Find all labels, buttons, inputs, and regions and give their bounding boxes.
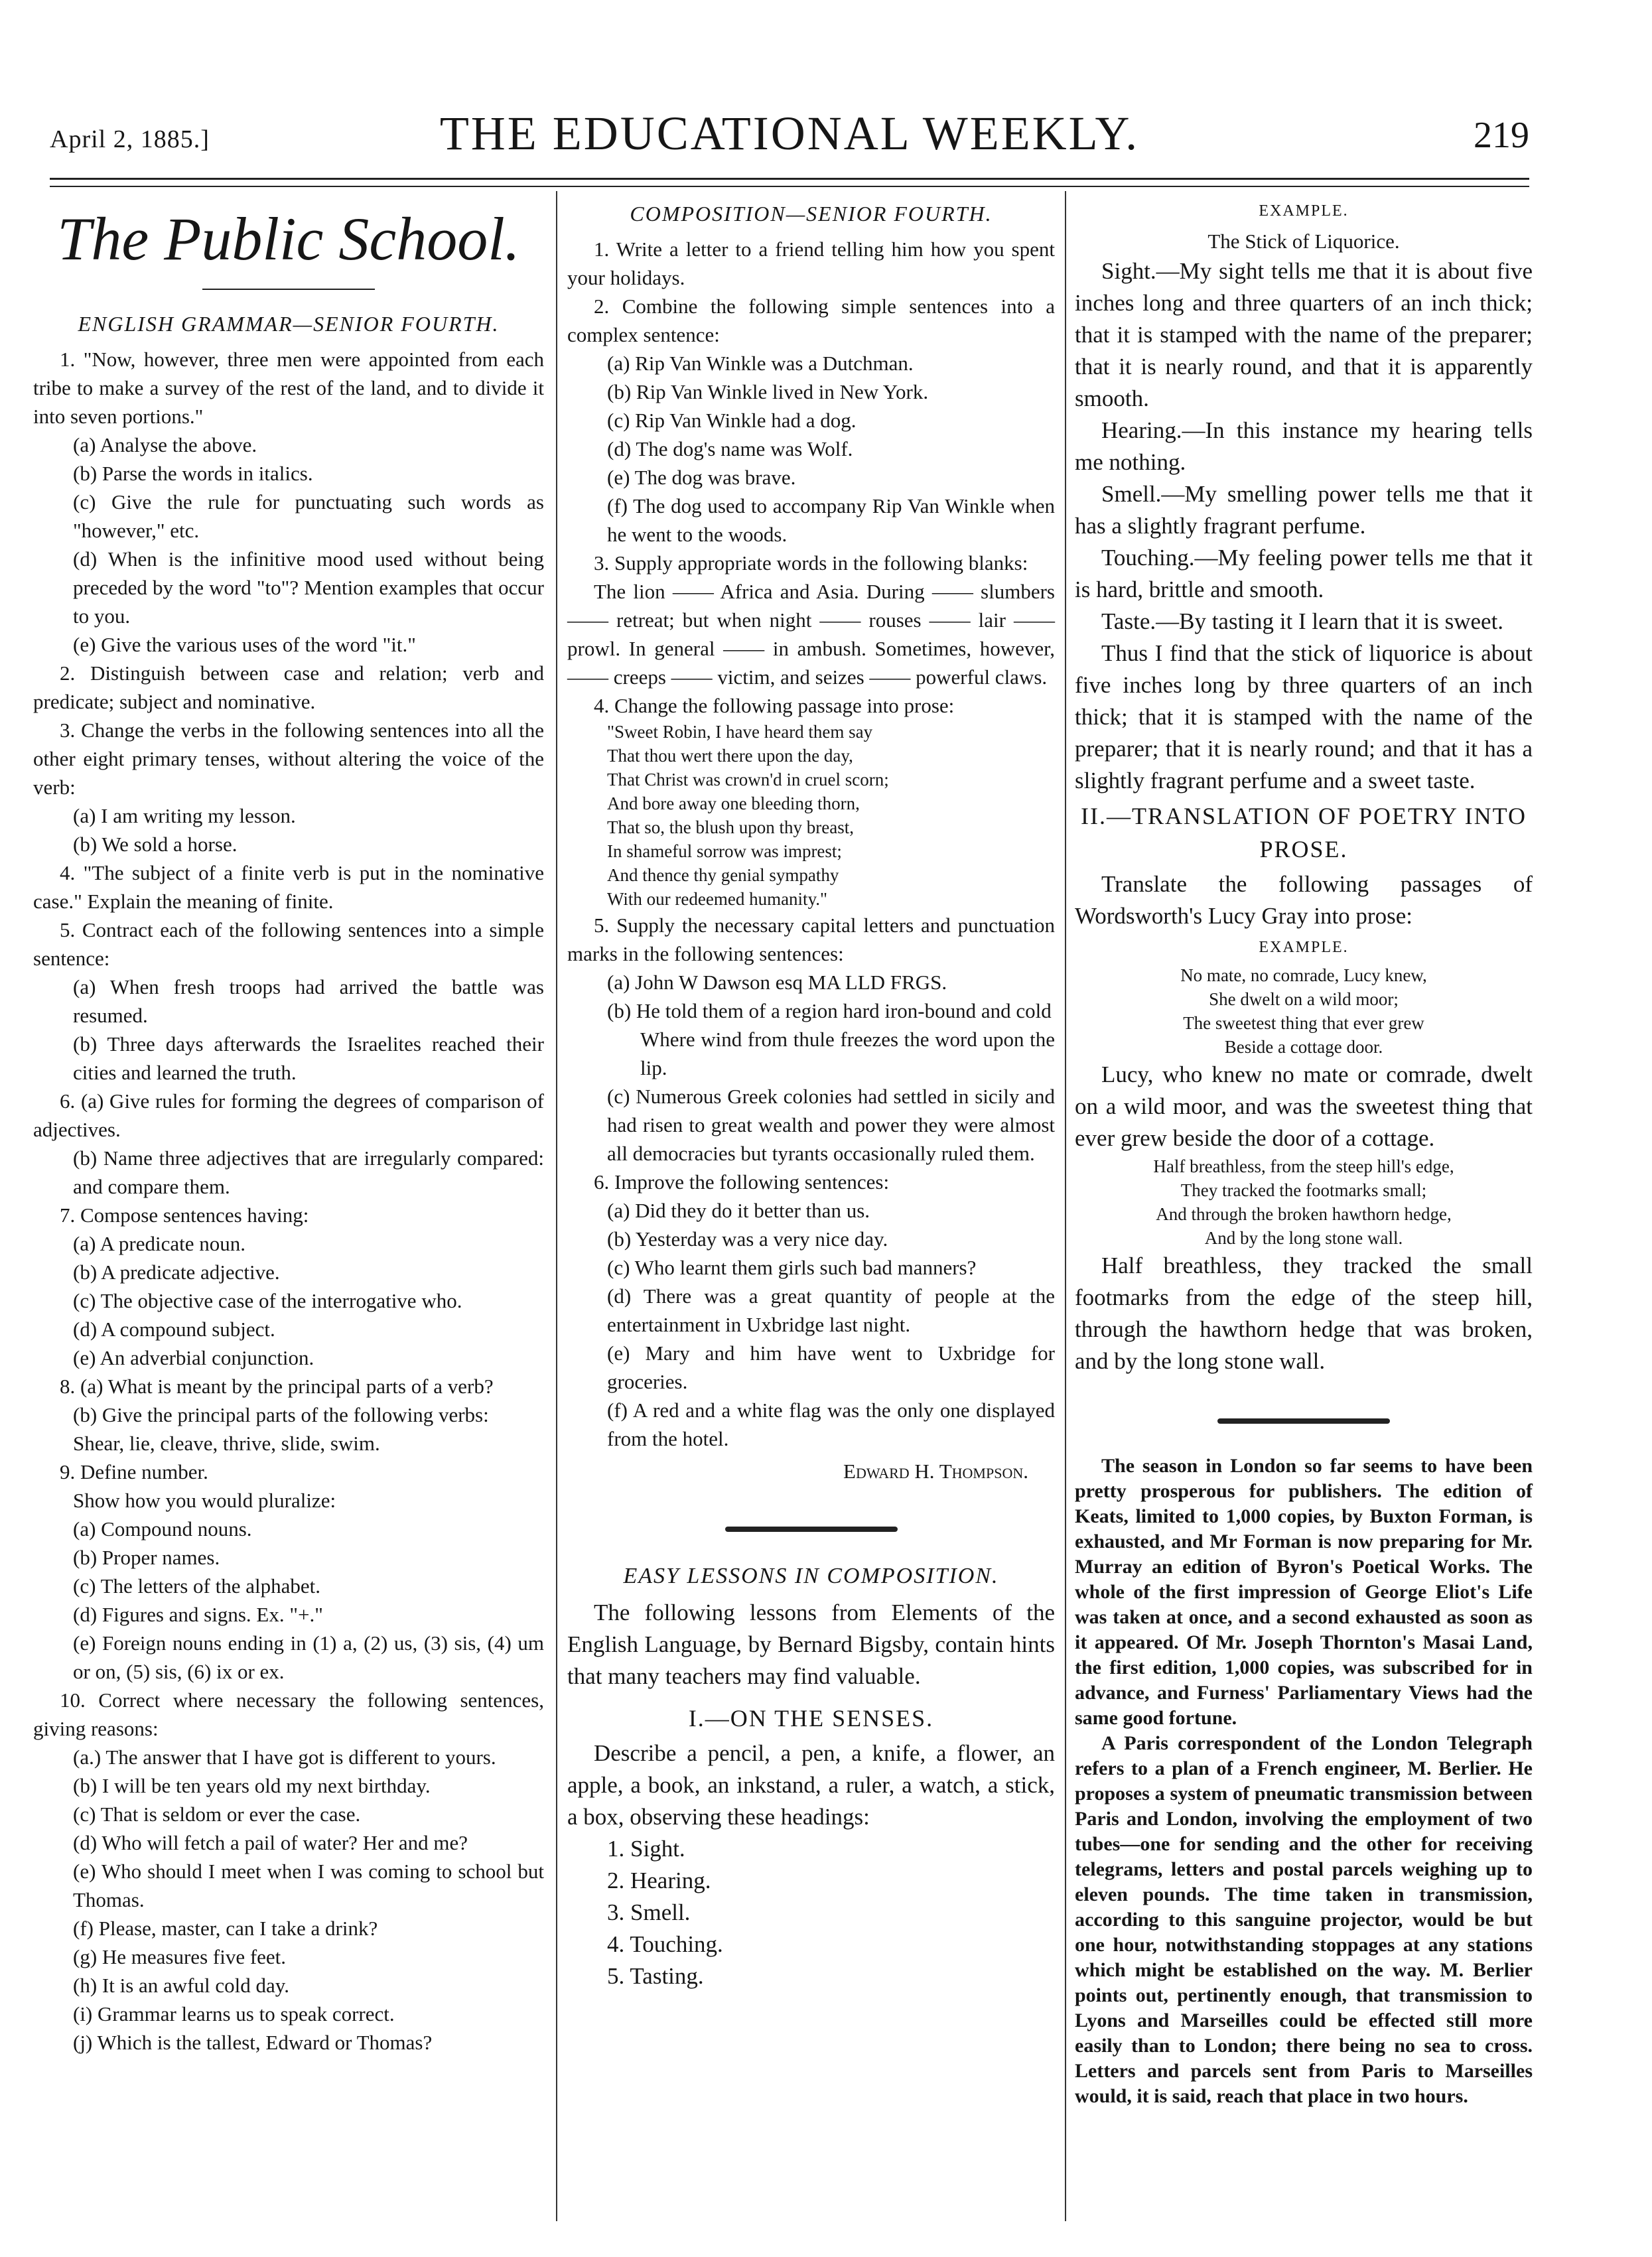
question-item: (j) Which is the tallest, Edward or Thomas? (73, 2031, 433, 2054)
senses-heading: I.—ON THE SENSES. (688, 1705, 934, 1732)
question-item: That thou wert there upon the day, (607, 746, 853, 766)
question-item: (b) We sold a horse. (73, 833, 238, 856)
question-item: (d) When is the infinitive mood used without being preceded by the word "to"? Mention examples that occur to you. (73, 547, 544, 628)
question-item: 4. Change the following passage into prose: (594, 694, 955, 717)
question-item: "Sweet Robin, I have heard them say (607, 722, 873, 742)
poem-line: And through the broken hawthorn hedge, (1156, 1204, 1452, 1224)
page-header (50, 106, 1529, 179)
question-item: (b) Yesterday was a very nice day. (607, 1227, 888, 1251)
question-item: 6. Improve the following sentences: (594, 1170, 890, 1194)
question-item: (b) I will be ten years old my next birthday. (73, 1774, 431, 1797)
question-item: (b) Three days afterwards the Israelites reached their cities and learned the truth. (73, 1032, 544, 1084)
senses-examples (1075, 255, 1533, 797)
question-item: (d) The dog's name was Wolf. (607, 437, 853, 460)
header-rule-bottom (50, 186, 1529, 187)
question-item: (c) The letters of the alphabet. (73, 1574, 320, 1598)
composition-heading: COMPOSITION—SENIOR FOURTH. (630, 202, 993, 226)
poem-line: She dwelt on a wild moor; (1209, 989, 1399, 1009)
question-item: (i) Grammar learns us to speak correct. (73, 2002, 395, 2025)
question-item: And bore away one bleeding thorn, (607, 793, 860, 813)
poem-line: Half breathless, from the steep hill's edge, (1153, 1156, 1454, 1176)
poem-line: Beside a cottage door. (1224, 1037, 1383, 1057)
question-item: (g) He measures five feet. (73, 1945, 287, 1968)
lessons-heading: EASY LESSONS IN COMPOSITION. (623, 1564, 999, 1588)
question-item: In shameful sorrow was imprest; (607, 841, 842, 861)
question-item: 3. Supply appropriate words in the following blanks: (594, 551, 1028, 575)
composition-questions (567, 235, 1055, 1453)
sense-example: Hearing.—In this instance my hearing tells me nothing. (1075, 417, 1533, 475)
question-item: (f) Please, master, can I take a drink? (73, 1917, 378, 1940)
question-item: (f) The dog used to accompany Rip Van Winkle when he went to the woods. (607, 494, 1055, 546)
section-ornament (567, 1511, 1055, 1539)
question-item: With our redeemed humanity." (607, 889, 828, 909)
question-item: (d) Who will fetch a pail of water? Her and me? (73, 1831, 468, 1854)
question-item: (d) There was a great quantity of people at the entertainment in Uxbridge last night. (607, 1284, 1055, 1336)
translation-intro: Translate the following passages of Wordsworth's Lucy Gray into prose: (1075, 871, 1533, 929)
author-signature: Edward H. Thompson. (843, 1460, 1028, 1483)
poem-stanza-1 (1075, 963, 1533, 1059)
question-item: 5. Contract each of the following sentences into a simple sentence: (33, 918, 544, 970)
question-item: (a) Analyse the above. (73, 433, 257, 456)
question-item: (c) The objective case of the interrogative who. (73, 1289, 462, 1312)
question-item: (f) A red and a white flag was the only one displayed from the hotel. (607, 1399, 1055, 1450)
prose-translation-1: Lucy, who knew no mate or comrade, dwelt on a wild moor, and was the sweetest thing that ever grew beside the door of a cottage. (1075, 1061, 1533, 1151)
question-item: (b) Proper names. (73, 1546, 220, 1569)
question-item: (c) Rip Van Winkle had a dog. (607, 409, 857, 432)
question-item: 9. Define number. (60, 1460, 208, 1483)
column-2 (567, 196, 1055, 1992)
question-item: That Christ was crown'd in cruel scorn; (607, 770, 889, 789)
question-item: 5. Supply the necessary capital letters and punctuation marks in the following sentences: (567, 914, 1055, 965)
question-item: The lion —— Africa and Asia. During —— slumbers —— retreat; but when night —— rouses —— lair —— prowl. In general —— in ambush. Sometimes, however, —— creeps —— victim, and seizes —— powerful claws. (567, 580, 1055, 689)
question-item: (c) That is seldom or ever the case. (73, 1803, 361, 1826)
senses-list-item: 3. Smell. (607, 1899, 691, 1925)
question-item: Where wind from thule freezes the word upon the lip. (640, 1028, 1055, 1079)
poem-line: The sweetest thing that ever grew (1183, 1013, 1424, 1033)
translation-heading: II.—TRANSLATION OF POETRY INTO PROSE. (1081, 803, 1527, 862)
question-item: (a) Rip Van Winkle was a Dutchman. (607, 352, 914, 375)
news-ornament (1075, 1402, 1533, 1431)
question-item: (e) The dog was brave. (607, 466, 796, 489)
question-item: (e) Who should I meet when I was coming to school but Thomas. (73, 1860, 544, 1911)
question-item: (a) Did they do it better than us. (607, 1199, 870, 1222)
senses-intro: Describe a pencil, a pen, a knife, a flower, an apple, a book, an inkstand, a ruler, a watch, a stick, a box, observing these headings: (567, 1740, 1055, 1830)
section-title: The Public School. (57, 205, 520, 273)
question-item: Show how you would pluralize: (73, 1489, 336, 1512)
sense-example: Touching.—My feeling power tells me that it is hard, brittle and smooth. (1075, 545, 1533, 602)
column-divider-1 (556, 191, 557, 2221)
question-item: (d) A compound subject. (73, 1318, 275, 1341)
sense-example: Thus I find that the stick of liquorice is about five inches long by three quarters of an inch thick; that it is stamped with the name of the preparer; that it is nearly round; and that it has a slightly fragrant perfume and a sweet taste. (1075, 640, 1533, 793)
question-item: 6. (a) Give rules for forming the degrees of comparison of adjectives. (33, 1089, 544, 1141)
question-item: (h) It is an awful cold day. (73, 1974, 289, 1997)
question-item: (c) Numerous Greek colonies had settled in sicily and had risen to great wealth and power they were almost all democracies but tyrants occasionally ruled them. (607, 1085, 1055, 1165)
question-item: (d) Figures and signs. Ex. "+." (73, 1603, 323, 1626)
question-item: 10. Correct where necessary the following sentences, giving reasons: (33, 1688, 544, 1740)
news-publishers: The season in London so far seems to have been pretty prosperous for publishers. The edition of Keats, limited to 1,000 copies, by Buxton Forman, is exhausted, and Mr Forman is now preparing for Mr. Murray an edition of Byron's Poetical Works. The whole of the first impression of George Eliot's Life was taken at once, and a second exhausted as soon as it appeared. Of Mr. Joseph Thornton's Masai Land, the first edition, 1,000 copies, was subscribed for in advance, and Furness' Parliamentary Views had the same good fortune. (1075, 1455, 1533, 1729)
senses-list (567, 1833, 1055, 1992)
question-item: 3. Change the verbs in the following sentences into all the other eight primary tenses, without altering the voice of the verb: (33, 718, 544, 799)
sense-example: Sight.—My sight tells me that it is about five inches long and three quarters of an inch thick; that it is stamped with the name of the preparer; that it is nearly round, and that it is apparently smooth. (1075, 258, 1533, 411)
lessons-intro: The following lessons from Elements of the English Language, by Bernard Bigsby, contain hints that many teachers may find valuable. (567, 1600, 1055, 1689)
question-item: (a) When fresh troops had arrived the battle was resumed. (73, 975, 544, 1027)
question-item: 2. Combine the following simple sentences into a complex sentence: (567, 295, 1055, 346)
senses-list-item: 2. Hearing. (607, 1868, 711, 1893)
sense-example: Smell.—My smelling power tells me that it has a slightly fragrant perfume. (1075, 481, 1533, 539)
senses-list-item: 1. Sight. (607, 1836, 685, 1862)
page-number: 219 (1474, 115, 1529, 156)
publication-title: THE EDUCATIONAL WEEKLY. (439, 107, 1140, 160)
question-item: That so, the blush upon thy breast, (607, 817, 854, 837)
grammar-questions (33, 345, 544, 2057)
question-item: And thence thy genial sympathy (607, 865, 839, 885)
question-item: (a) A predicate noun. (73, 1232, 245, 1255)
senses-list-item: 5. Tasting. (607, 1963, 704, 1989)
poem-line: They tracked the footmarks small; (1180, 1180, 1427, 1200)
question-item: (b) He told them of a region hard iron-bound and cold (607, 999, 1052, 1022)
news-pneumatic: A Paris correspondent of the London Telegraph refers to a plan of a French engineer, M. Berlier. He proposes a system of pneumatic transmission between Paris and London, involving the employment of two tubes—one for sending and the other for receiving telegrams, letters and postal parcels weighing up to eleven pounds. The time taken in transmission, according to this sanguine projector, would be but one hour, notwithstanding stoppages at any stations which might be established on the way. M. Berlier points out, pertinently enough, that transmission to Lyons and Marseilles could be effected still more easily than to London; there being no sea to cross. Letters and parcels sent from Paris to Marseilles would, it is said, reach that place in two hours. (1075, 1732, 1533, 2107)
question-item: 8. (a) What is meant by the principal parts of a verb? (60, 1375, 494, 1398)
example-title: The Stick of Liquorice. (1207, 230, 1400, 253)
question-item: (b) Name three adjectives that are irregularly compared: and compare them. (73, 1146, 544, 1198)
example-label: EXAMPLE. (1259, 202, 1349, 220)
question-item: 2. Distinguish between case and relation; verb and predicate; subject and nominative. (33, 661, 544, 713)
poem-line: And by the long stone wall. (1204, 1228, 1403, 1248)
question-item: 1. "Now, however, three men were appointed from each tribe to make a survey of the rest of the land, and to divide it into seven portions." (33, 348, 544, 428)
column-divider-2 (1065, 191, 1066, 2221)
poem-line: No mate, no comrade, Lucy knew, (1180, 965, 1427, 985)
grammar-heading: ENGLISH GRAMMAR—SENIOR FOURTH. (78, 312, 500, 336)
column-1 (33, 196, 544, 2057)
question-item: (e) Foreign nouns ending in (1) a, (2) us, (3) sis, (4) um or on, (5) sis, (6) ix or ex. (73, 1631, 544, 1683)
question-item: (b) Parse the words in italics. (73, 462, 313, 485)
question-item: (a) John W Dawson esq MA LLD FRGS. (607, 971, 947, 994)
issue-date: April 2, 1885.] (50, 125, 210, 153)
question-item: (e) An adverbial conjunction. (73, 1346, 314, 1369)
question-item: (a.) The answer that I have got is different to yours. (73, 1745, 496, 1769)
question-item: (b) Give the principal parts of the following verbs: (73, 1403, 489, 1426)
question-item: 1. Write a letter to a friend telling him how you spent your holidays. (567, 238, 1055, 289)
question-item: (b) A predicate adjective. (73, 1261, 280, 1284)
question-item: (c) Who learnt them girls such bad manners? (607, 1256, 977, 1279)
question-item: (a) Compound nouns. (73, 1517, 252, 1540)
question-item: 7. Compose sentences having: (60, 1203, 309, 1227)
question-item: (e) Give the various uses of the word "it." (73, 633, 416, 656)
example-label-2: EXAMPLE. (1259, 939, 1349, 956)
question-item: (c) Give the rule for punctuating such words as "however," etc. (73, 490, 544, 542)
question-item: (b) Rip Van Winkle lived in New York. (607, 380, 929, 403)
senses-list-item: 4. Touching. (607, 1931, 723, 1957)
prose-translation-2: Half breathless, they tracked the small footmarks from the edge of the steep hill, through the hawthorn hedge that was broken, and by the long stone wall. (1075, 1253, 1533, 1374)
question-item: (a) I am writing my lesson. (73, 804, 296, 827)
question-item: (e) Mary and him have went to Uxbridge for groceries. (607, 1341, 1055, 1393)
poem-stanza-2 (1075, 1154, 1533, 1250)
column-3 (1075, 196, 1533, 2109)
header-rule-top (50, 178, 1529, 180)
title-rule (202, 289, 375, 290)
question-item: Shear, lie, cleave, thrive, slide, swim. (73, 1432, 380, 1455)
sense-example: Taste.—By tasting it I learn that it is sweet. (1101, 608, 1504, 634)
question-item: 4. "The subject of a finite verb is put in the nominative case." Explain the meaning of finite. (33, 861, 544, 913)
